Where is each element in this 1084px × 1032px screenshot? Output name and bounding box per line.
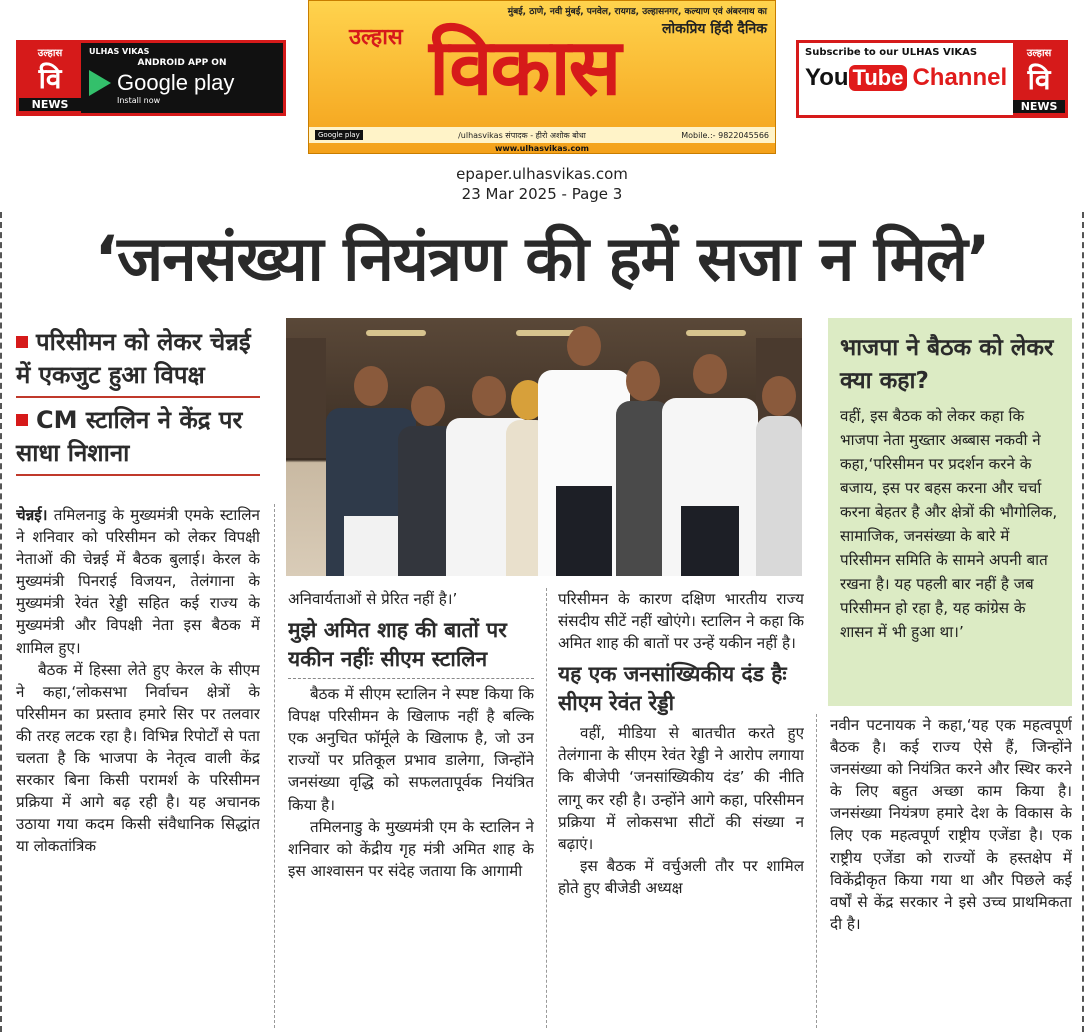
youtube-tube: Tube xyxy=(849,65,908,91)
article-column-4 xyxy=(830,714,1072,1028)
epaper-info xyxy=(0,164,1084,204)
subhead-1-text: परिसीमन को लेकर चेन्नई में एकजुट हुआ विपक्ष xyxy=(16,328,251,389)
ceiling-light xyxy=(686,330,746,336)
google-play-icon xyxy=(89,70,111,96)
person-shirt xyxy=(756,416,802,576)
paragraph: बैठक में हिस्सा लेते हुए केरल के सीएम ने कहा,‘लोकसभा निर्वाचन क्षेत्रों के परिसीमन का प्रस्ताव हमारे सिर पर तलवार की तरह लटक रहा है। विभिन्न रिपोर्टों से पता चलता है कि भाजपा के नेतृत्व वाली केंद्र सरकार बिना किसी परामर्श के परिसीमन प्रक्रिया में आगे बढ़ रही है। यह अचानक उठाया गया कदम किसी संवैधानिक सिद्धांत या लोकतांत्रिक xyxy=(16,660,260,856)
subheads xyxy=(16,326,260,482)
dateline-place: चेन्नई। xyxy=(16,506,48,524)
masthead-website[interactable]: www.ulhasvikas.com xyxy=(494,144,590,153)
ulhas-vikas-logo-right xyxy=(1013,43,1065,115)
store-name: Google play xyxy=(117,70,235,95)
masthead-ulhas: उल्हास xyxy=(349,25,403,50)
person-head xyxy=(626,361,660,401)
youtube-channel-word: Channel xyxy=(912,64,1008,91)
ulhas-vikas-logo xyxy=(19,43,81,113)
article-headline: ‘जनसंख्या नियंत्रण की हमें सजा न मिले’ xyxy=(94,222,990,295)
paragraph xyxy=(16,504,260,659)
article-column-3 xyxy=(558,588,804,1028)
section-heading: मुझे अमित शाह की बातों पर यकीन नहींः सीएम स्टालिन xyxy=(288,616,534,679)
bjp-reaction-box xyxy=(828,318,1072,706)
paragraph: अनिवार्यताओं से प्रेरित नहीं है।’ xyxy=(288,590,458,608)
person-head xyxy=(354,366,388,406)
small-google-play-badge[interactable]: Google play xyxy=(315,130,363,140)
subhead-1 xyxy=(16,326,260,398)
subscribe-text: Subscribe to our ULHAS VIKAS xyxy=(805,47,978,58)
paragraph: वहीं, मीडिया से बातचीत करते हुए तेलंगाना के सीएम रेवंत रेड्डी ने आरोप लगाया कि बीजेपी ‘जनसांख्यिकीय दंड’ की नीति लागू कर रही है। उन्होंने आगे कहा, परिसीमन प्रक्रिया में लोकसभा सीटों की संख्या न बढ़ाएं। xyxy=(558,724,804,853)
logo-letter: वि xyxy=(38,61,62,95)
page-cut-line-left xyxy=(0,212,2,1032)
logo-news-label: NEWS xyxy=(19,98,81,111)
leaders-photo xyxy=(286,318,802,576)
person-head xyxy=(762,376,796,416)
person-head xyxy=(567,326,601,366)
section-heading: यह एक जनसांख्यिकीय दंड हैः सीएम रेवंत रेड्डी xyxy=(558,662,787,716)
wall-panel xyxy=(286,338,326,458)
google-play-badge[interactable] xyxy=(81,43,283,113)
logo-top-text: उल्हास xyxy=(1026,48,1052,59)
youtube-you: You xyxy=(805,64,849,91)
masthead-info-strip xyxy=(309,127,775,143)
person-trousers xyxy=(681,506,739,576)
logo-news-label: NEWS xyxy=(1013,100,1065,113)
epaper-site[interactable]: epaper.ulhasvikas.com xyxy=(456,165,628,183)
newspaper-masthead xyxy=(308,0,776,154)
subhead-2-text: CM स्टालिन ने केंद्र पर साधा निशाना xyxy=(16,406,243,467)
paragraph: तमिलनाडु के मुख्यमंत्री एम के स्टालिन ने शनिवार को केंद्रीय गृह मंत्री अमित शाह के इस आश्वासन पर संदेह जताया कि आगामी xyxy=(288,817,534,880)
person-dhoti xyxy=(344,516,398,576)
person-head xyxy=(411,386,445,426)
sidebar-title: भाजपा ने बैठक को लेकर क्या कहा? xyxy=(840,335,1054,394)
masthead-title: विकास xyxy=(429,23,620,113)
youtube-logo xyxy=(805,64,1007,92)
install-now-label: Install now xyxy=(117,96,161,105)
epaper-date-page: 23 Mar 2025 - Page 3 xyxy=(461,185,623,203)
bullet-square-icon xyxy=(16,414,28,426)
ceiling-light xyxy=(366,330,426,336)
sidebar-body: वहीं, इस बैठक को लेकर कहा कि भाजपा नेता मुख्तार अब्बास नकवी ने कहा,‘परिसीमन पर प्रदर्शन करने के बजाय, इस पर बहस करना और चर्चा करना बेहतर है और क्षेत्रों की भौगोलिक, सामाजिक, जनसंख्या के बारे में परिसीमन समिति के सामने अपनी बात रखना है। यह पहली बार नहीं है जब परिसीमन हो रहा है, यह कांग्रेस के शासन में भी हुआ था।’ xyxy=(840,407,1058,641)
paragraph: बैठक में सीएम स्टालिन ने स्पष्ट किया कि विपक्ष परिसीमन के खिलाफ नहीं है बल्कि एक अनुचित फॉर्मूले के खिलाफ है, जो उन राज्यों पर प्रतिकूल प्रभाव डालेगा, जिन्होंने जनसंख्या वृद्धि को सफलतापूर्वक नियंत्रित किया है। xyxy=(288,685,534,814)
logo-letter: वि xyxy=(1027,62,1051,96)
google-play-ad[interactable] xyxy=(16,40,286,116)
ad-brand: ULHAS VIKAS xyxy=(89,47,150,56)
person-head xyxy=(693,354,727,394)
masthead-tagline: लोकप्रिय हिंदी दैनिक xyxy=(661,21,767,37)
person-trousers xyxy=(556,486,611,576)
person-7 xyxy=(662,354,758,576)
column-divider xyxy=(816,714,817,1028)
article-column-2 xyxy=(288,588,534,1028)
article-column-1 xyxy=(16,504,260,1028)
youtube-channel-ad[interactable] xyxy=(796,40,1068,118)
logo-top-text: उल्हास xyxy=(37,48,63,59)
paragraph: परिसीमन के कारण दक्षिण भारतीय राज्य संसदीय सीटें नहीं खोएंगे। स्टालिन ने कहा कि अमित शाह की बातों पर उन्हें यकीन नहीं है। xyxy=(558,590,804,653)
mobile-number: Mobile.:- 9822045566 xyxy=(681,130,769,140)
column-divider xyxy=(274,504,275,1028)
subhead-2 xyxy=(16,404,260,476)
column-divider xyxy=(546,588,547,1028)
paragraph: नवीन पटनायक ने कहा,‘यह एक महत्वपूर्ण बैठक है। कई राज्य ऐसे हैं, जिन्होंने जनसंख्या को नियंत्रित करने और स्थिर करने के लिए बहुत अच्छा काम किया है। जनसंख्या नियंत्रण हमारे देश के विकास के लिए एक महत्वपूर्ण राष्ट्रीय एजेंडा है। एक राष्ट्रीय एजेंडा को राज्यों के हस्तक्षेप में विकेंद्रीकृत किया गया था और पिछले कई वर्षों से केंद्र सरकार ने इसे उच्च प्राथमिकता दी है। xyxy=(830,716,1072,933)
coverage-cities: मुंबई, ठाणे, नवी मुंबई, पनवेल, रायगड, उल्हासनगर, कल्याण एवं अंबरनाथ का xyxy=(507,7,767,17)
person-head xyxy=(472,376,506,416)
person-8 xyxy=(756,376,802,576)
bullet-square-icon xyxy=(16,336,28,348)
paragraph: इस बैठक में वर्चुअली तौर पर शामिल होते हुए बीजेडी अध्यक्ष xyxy=(558,856,804,897)
paragraph-text: तमिलनाडु के मुख्यमंत्री एमके स्टालिन ने शनिवार को परिसीमन को लेकर विपक्षी नेताओं की चेन्नई में बैठक बुलाई। केरल के मुख्यमंत्री पिनराई विजयन, तेलंगाना के मुख्यमंत्री रेवंत रेड्डी सहित कई राज्य के मुख्यमंत्री और विपक्षी नेता इस बैठक में शामिल हुए। xyxy=(16,506,260,657)
android-app-label: ANDROID APP ON xyxy=(137,58,227,68)
social-and-editor: /ulhasvikas संपादक - हीरो अशोक बोधा xyxy=(458,130,586,140)
